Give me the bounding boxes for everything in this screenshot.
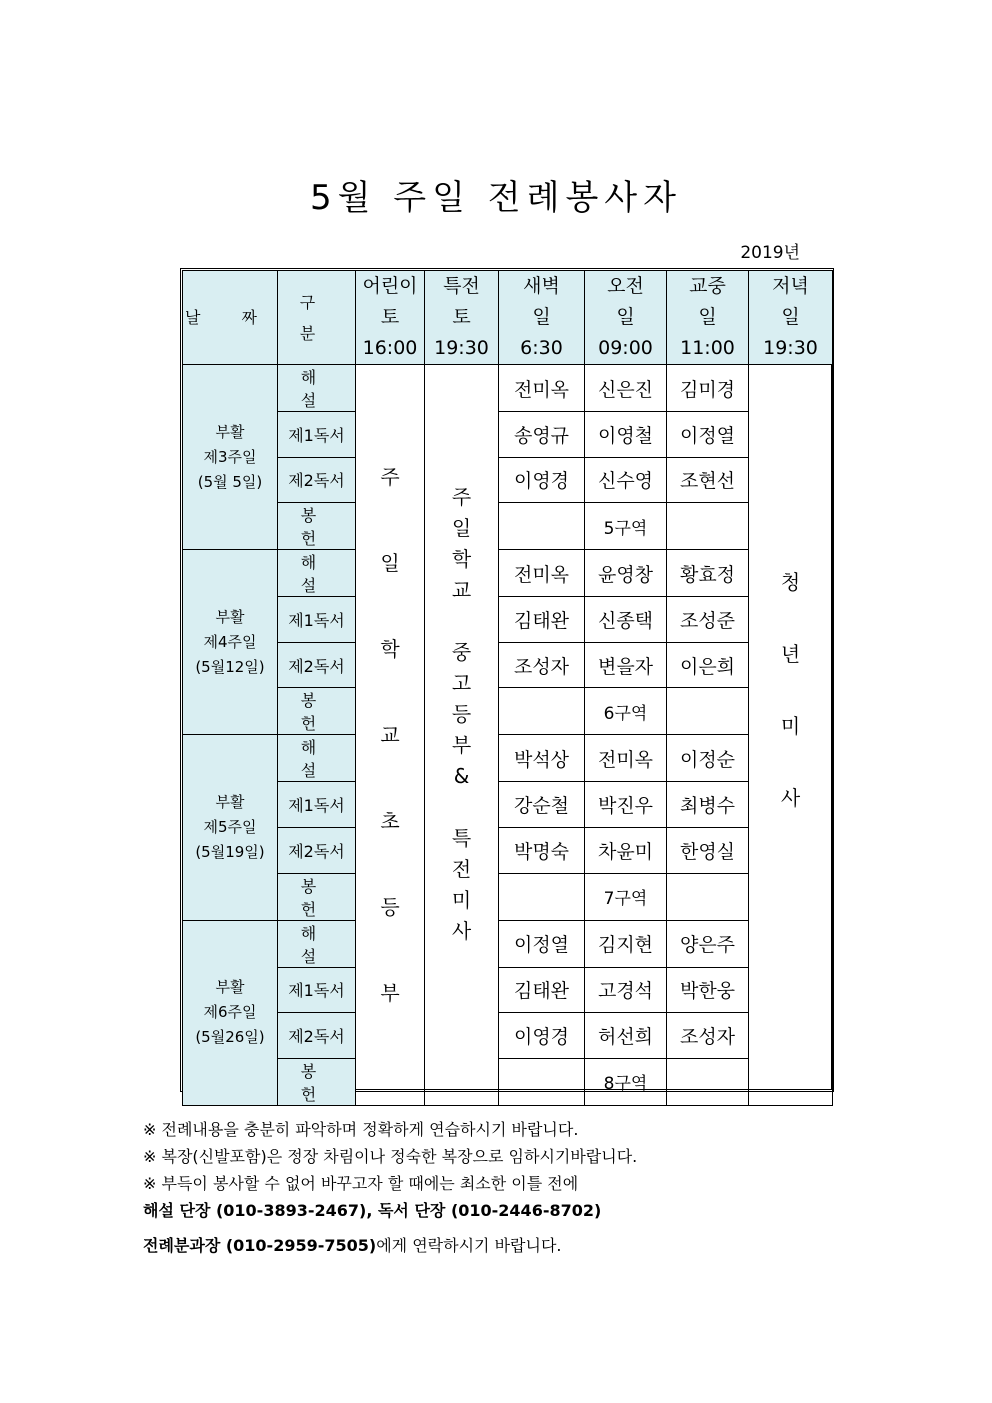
week-label-line: (5월12일) [195,657,265,676]
week-date-cell [183,735,278,920]
role-offering: 봉 헌 [278,503,356,550]
table-row [183,782,833,828]
offering-cell: 7구역 [585,873,667,920]
role-commentary: 해 설 [278,920,356,967]
role-offering: 봉 헌 [278,688,356,735]
contact-liturgy-head-number: 전례분과장 (010-2959-7505) [143,1236,377,1255]
name-cell: 신은진 [585,365,667,412]
contact-leaders: 해설 단장 (010-3893-2467), 독서 단장 (010-2446-8702) [143,1201,602,1220]
header-evening-sun [749,271,833,365]
role-offering: 봉 헌 [278,873,356,920]
note-line: ※ 부득이 봉사할 수 없어 바꾸고자 할 때에는 최소한 이틀 전에 [143,1174,579,1193]
table-row [183,920,833,967]
vert-char: 고 [451,671,472,696]
special-mass-cell [425,365,499,1106]
vert-char: 전 [451,857,472,882]
vert-char: 중 [451,640,472,665]
table-row [183,688,833,735]
name-cell: 조현선 [667,457,749,503]
header-line: 새벽 [523,275,560,297]
vert-char: 학 [380,636,400,661]
name-cell: 신수영 [585,457,667,503]
week-label-line: (5월19일) [195,842,265,861]
vert-char: 일 [451,516,472,541]
vert-char: 학 [451,547,472,572]
table-row [183,642,833,688]
name-cell-empty [667,688,749,735]
name-cell: 박한웅 [667,967,749,1013]
vert-char: 청 [780,569,801,594]
role-reading2: 제2독서 [278,1013,356,1059]
role-reading1: 제1독서 [278,782,356,828]
table-row [183,1058,833,1105]
name-cell-empty [667,503,749,550]
role-reading1: 제1독서 [278,597,356,643]
week-label-line: 부활 [215,792,245,811]
table-row [183,735,833,782]
name-cell: 강순철 [499,782,585,828]
week-label-line: 제3주일 [203,447,257,466]
role-commentary: 해 설 [278,735,356,782]
vert-char: 사 [780,785,801,810]
name-cell: 이정열 [667,412,749,458]
name-cell-empty [499,503,585,550]
header-line: 토 [452,306,471,328]
header-main-sun [667,271,749,365]
header-date: 날 짜 [183,271,278,365]
name-cell: 박진우 [585,782,667,828]
name-cell: 고경석 [585,967,667,1013]
role-reading2: 제2독서 [278,457,356,503]
role-commentary: 해 설 [278,550,356,597]
role-reading2: 제2독서 [278,827,356,873]
name-cell: 변을자 [585,642,667,688]
header-line: 19:30 [434,337,489,359]
table-row [183,457,833,503]
vert-char [425,792,498,823]
vert-char: 미 [780,713,801,738]
page-title: 5월 주일 전례봉사자 [310,178,682,218]
name-cell-empty [499,688,585,735]
name-cell: 조성준 [667,597,749,643]
name-cell: 이은희 [667,642,749,688]
vert-char: 년 [780,641,801,666]
name-cell: 양은주 [667,920,749,967]
table-row [183,503,833,550]
name-cell: 차윤미 [585,827,667,873]
header-line: 11:00 [680,337,735,359]
vert-char: 미 [451,888,472,913]
name-cell-empty [499,1058,585,1105]
role-offering: 봉 헌 [278,1058,356,1105]
header-line: 일 [781,306,800,328]
vert-char: 초 [380,808,400,833]
week-label-line: (5월 5일) [197,472,263,491]
name-cell-empty [667,1058,749,1105]
header-line: 6:30 [520,337,563,359]
header-line: 저녁 [772,275,809,297]
name-cell: 이영경 [499,457,585,503]
vert-char: & [453,764,470,789]
name-cell: 송영규 [499,412,585,458]
header-line: 09:00 [598,337,653,359]
vert-char: 부 [380,980,400,1005]
table-row [183,1013,833,1059]
contact-liturgy-head [143,1232,637,1259]
role-commentary: 해 설 [278,365,356,412]
week-label-line: 부활 [215,422,245,441]
name-cell: 이영경 [499,1013,585,1059]
children-mass-cell [356,365,425,1106]
week-date-cell [183,365,278,550]
table-row [183,873,833,920]
role-reading2: 제2독서 [278,642,356,688]
header-line: 19:30 [763,337,818,359]
vert-char: 주 [380,464,400,489]
header-line: 일 [698,306,717,328]
contact-liturgy-head-text: 에게 연락하시기 바랍니다. [376,1236,562,1255]
name-cell: 이영철 [585,412,667,458]
header-line: 일 [532,306,551,328]
header-special-sat [425,271,499,365]
week-label-line: 제6주일 [203,1003,257,1022]
name-cell: 이정열 [499,920,585,967]
role-reading1: 제1독서 [278,412,356,458]
header-line: 16:00 [362,337,418,359]
table-row [183,827,833,873]
name-cell: 조성자 [499,642,585,688]
vert-char: 일 [380,550,400,575]
year-label: 2019년 [740,243,800,263]
offering-cell: 8구역 [585,1058,667,1105]
header-dawn-sun [499,271,585,365]
table-row [183,597,833,643]
name-cell: 최병수 [667,782,749,828]
vert-char [425,606,498,637]
name-cell: 전미옥 [499,365,585,412]
offering-cell: 6구역 [585,688,667,735]
name-cell: 조성자 [667,1013,749,1059]
header-row [183,271,833,365]
name-cell: 전미옥 [499,550,585,597]
week-label-line: 제4주일 [203,632,257,651]
week-label-line: 부활 [215,978,245,997]
name-cell: 황효정 [667,550,749,597]
table-row [183,412,833,458]
role-reading1: 제1독서 [278,967,356,1013]
name-cell-empty [499,873,585,920]
vert-char: 교 [451,578,472,603]
vert-char: 특 [451,826,472,851]
header-line: 교중 [689,275,726,297]
name-cell: 박석상 [499,735,585,782]
offering-cell: 5구역 [585,503,667,550]
vert-char: 등 [451,702,472,727]
name-cell: 신종택 [585,597,667,643]
note-line: ※ 전례내용을 충분히 파악하며 정확하게 연습하시기 바랍니다. [143,1120,579,1139]
table-row [183,967,833,1013]
header-line: 오전 [607,275,644,297]
header-line: 토 [380,306,400,328]
name-cell: 허선희 [585,1013,667,1059]
header-line: 일 [616,306,635,328]
week-label-line: 제5주일 [203,817,257,836]
week-label-line: 부활 [215,607,245,626]
week-label-line: (5월26일) [195,1028,265,1047]
header-category: 구 분 [278,271,356,365]
header-line: 어린이 [362,275,418,297]
header-children-sat [356,271,425,365]
schedule-table [182,270,833,1106]
table-row [183,550,833,597]
note-line: ※ 복장(신발포함)은 정장 차림이나 정숙한 복장으로 임하시기바랍니다. [143,1147,638,1166]
name-cell: 윤영창 [585,550,667,597]
name-cell: 박명숙 [499,827,585,873]
table-row [183,365,833,412]
vert-char: 교 [380,722,400,747]
week-date-cell [183,550,278,735]
header-morning-sun [585,271,667,365]
name-cell: 전미옥 [585,735,667,782]
name-cell: 김미경 [667,365,749,412]
name-cell-empty [667,873,749,920]
name-cell: 이정순 [667,735,749,782]
name-cell: 한영실 [667,827,749,873]
notes-block [143,1116,637,1259]
name-cell: 김태완 [499,597,585,643]
evening-mass-cell [749,365,833,1106]
vert-char: 사 [451,919,472,944]
header-line: 특전 [443,275,480,297]
name-cell: 김태완 [499,967,585,1013]
name-cell: 김지현 [585,920,667,967]
week-date-cell [183,920,278,1105]
vert-char: 부 [451,733,472,758]
vert-char: 등 [380,894,400,919]
vert-char: 주 [451,485,472,510]
